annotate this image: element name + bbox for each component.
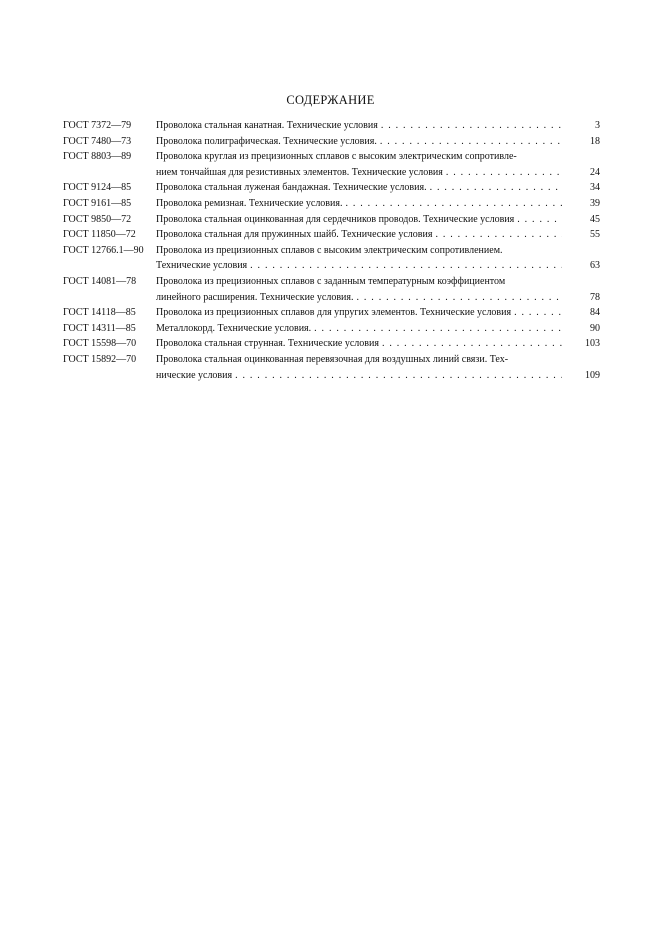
dot-leader bbox=[314, 321, 562, 337]
page-number: 55 bbox=[590, 229, 600, 241]
entry-title-continued: нические условия bbox=[156, 369, 233, 381]
page-number: 90 bbox=[590, 322, 600, 334]
entry-title: Проволока стальная для пружинных шайб. Технические условия bbox=[156, 229, 433, 241]
dot-leader bbox=[235, 368, 562, 384]
standard-code: ГОСТ 15598—70 bbox=[63, 338, 137, 350]
toc-entry bbox=[63, 196, 600, 212]
toc-entry bbox=[63, 243, 600, 274]
dot-leader bbox=[430, 180, 562, 196]
entry-title: Металлокорд. Технические условия. bbox=[156, 322, 312, 334]
page-number: 84 bbox=[590, 307, 600, 319]
standard-code: ГОСТ 11850—72 bbox=[63, 229, 136, 241]
entry-title: Проволока ремизная. Технические условия. bbox=[156, 197, 343, 209]
standard-code: ГОСТ 12766.1—90 bbox=[63, 244, 144, 256]
standard-code: ГОСТ 15892—70 bbox=[63, 353, 137, 365]
dot-leader bbox=[435, 227, 562, 243]
standard-code: ГОСТ 7372—79 bbox=[63, 120, 132, 131]
entry-title-continued: нием тончайшая для резистивных элементов. Технические условия bbox=[156, 166, 443, 178]
page-title: СОДЕРЖАНИЕ bbox=[286, 93, 375, 107]
entry-title: Проволока стальная оцинкованная перевязочная для воздушных линий связи. Тех- bbox=[156, 353, 509, 365]
toc-entry bbox=[63, 305, 600, 321]
entry-title: Проволока стальная струнная. Технические условия bbox=[156, 338, 379, 350]
dot-leader bbox=[381, 118, 562, 134]
table-of-contents bbox=[63, 118, 600, 383]
toc-entry bbox=[63, 149, 600, 180]
page-number: 45 bbox=[590, 213, 600, 225]
page-number: 63 bbox=[590, 260, 600, 272]
standard-code: ГОСТ 9850—72 bbox=[63, 213, 132, 225]
entry-title: Проволока полиграфическая. Технические условия. bbox=[156, 135, 377, 147]
dot-leader bbox=[517, 212, 562, 228]
standard-code: ГОСТ 9161—85 bbox=[63, 197, 132, 209]
standard-code: ГОСТ 8803—89 bbox=[63, 151, 132, 163]
page-number: 24 bbox=[590, 166, 600, 178]
toc-entry bbox=[63, 336, 600, 352]
entry-title-continued: Технические условия bbox=[156, 260, 248, 272]
page-number: 78 bbox=[590, 291, 600, 303]
page-number: 18 bbox=[590, 135, 600, 147]
standard-code: ГОСТ 9124—85 bbox=[63, 182, 132, 194]
page-number: 109 bbox=[585, 369, 600, 381]
entry-title: Проволока из прецизионных сплавов с высоким электрическим сопротивлением. bbox=[156, 244, 503, 256]
toc-entry bbox=[63, 118, 600, 134]
dot-leader bbox=[345, 196, 562, 212]
dot-leader bbox=[357, 290, 563, 306]
standard-code: ГОСТ 14081—78 bbox=[63, 275, 137, 287]
standard-code: ГОСТ 7480—73 bbox=[63, 135, 132, 147]
dot-leader bbox=[250, 258, 562, 274]
standard-code: ГОСТ 14311—85 bbox=[63, 322, 136, 334]
page-number: 103 bbox=[585, 338, 600, 350]
dot-leader bbox=[514, 305, 562, 321]
page-number: 34 bbox=[590, 182, 600, 194]
dot-leader bbox=[382, 336, 562, 352]
toc-entry bbox=[63, 321, 600, 337]
entry-title: Проволока стальная канатная. Технические условия bbox=[156, 120, 378, 131]
entry-title: Проволока стальная луженая бандажная. Технические условия. bbox=[156, 182, 427, 194]
toc-entry bbox=[63, 227, 600, 243]
entry-title: Проволока из прецизионных сплавов с заданным температурным коэффициентом bbox=[156, 275, 506, 287]
toc-entry bbox=[63, 180, 600, 196]
toc-entry bbox=[63, 134, 600, 150]
toc-entry bbox=[63, 274, 600, 305]
toc-entry bbox=[63, 352, 600, 383]
standard-code: ГОСТ 14118—85 bbox=[63, 307, 136, 319]
page-number: 39 bbox=[590, 197, 600, 209]
page-number: 3 bbox=[595, 120, 600, 131]
dot-leader bbox=[446, 165, 562, 181]
entry-title: Проволока из прецизионных сплавов для упругих элементов. Технические условия bbox=[156, 307, 512, 319]
entry-title: Проволока круглая из прецизионных сплавов с высоким электрическим сопротивле- bbox=[156, 151, 517, 163]
entry-title: Проволока стальная оцинкованная для сердечников проводов. Технические условия bbox=[156, 213, 515, 225]
toc-entry bbox=[63, 212, 600, 228]
entry-title-continued: линейного расширения. Технические условия. bbox=[156, 291, 354, 303]
dot-leader bbox=[380, 134, 562, 150]
